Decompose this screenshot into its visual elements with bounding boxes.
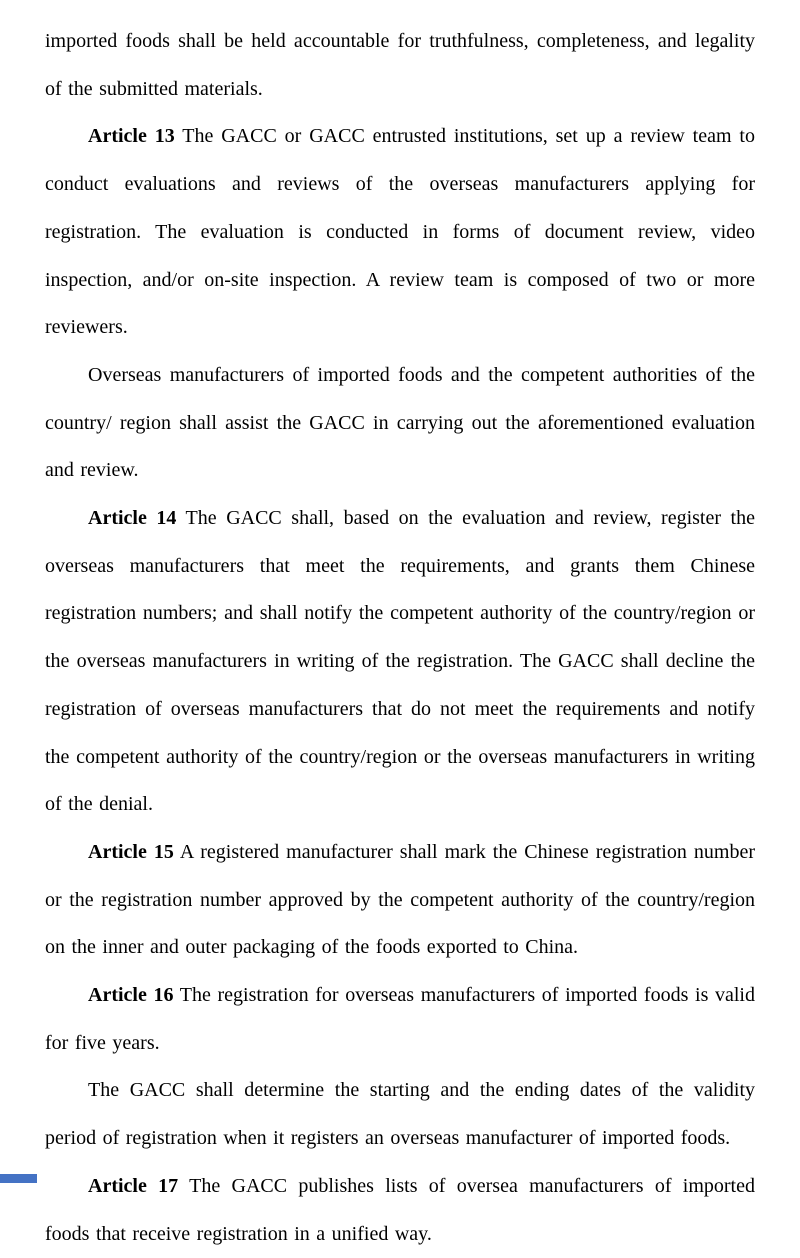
body-text-run: A registered manufacturer shall mark the Chinese registration number or the registration number approved by the competent authority of the country/region on the inner and outer packaging of the foods exported to China.	[45, 840, 755, 959]
body-text-run: The GACC publishes lists of oversea manufacturers of imported foods that receive registration in a unified way.	[45, 1174, 755, 1245]
paragraph	[45, 829, 755, 972]
article-number-label: Article 14	[88, 507, 177, 530]
paragraph	[45, 18, 755, 113]
paragraph	[45, 113, 755, 352]
body-text-run: The GACC shall, based on the evaluation and review, register the overseas manufacturers that meet the requirements, and grants them Chinese registration numbers; and shall notify the competent authority of the country/region or the overseas manufacturers in writing of the registration. The GACC shall decline the registration of overseas manufacturers that do not meet the requirements and notify the competent authority of the country/region or the overseas manufacturers in writing of the denial.	[45, 507, 755, 816]
body-text-run: imported foods shall be held accountable for truthfulness, completeness, and legality of the submitted materials.	[45, 30, 755, 100]
paragraph	[45, 495, 755, 829]
page-load-indicator-bar	[0, 1174, 37, 1183]
body-text-run: The GACC shall determine the starting and the ending dates of the validity period of registration when it registers an overseas manufacturer of imported foods.	[45, 1079, 755, 1150]
article-number-label: Article 17	[88, 1174, 179, 1197]
paragraph	[45, 1067, 755, 1162]
paragraph	[45, 352, 755, 495]
article-number-label: Article 16	[88, 984, 174, 1007]
body-text-run: Overseas manufacturers of imported foods and the competent authorities of the country/ region shall assist the GACC in carrying out the aforementioned evaluation and review.	[45, 363, 755, 482]
article-number-label: Article 15	[88, 840, 174, 863]
paragraph	[45, 972, 755, 1067]
body-text-run: The GACC or GACC entrusted institutions, set up a review team to conduct evaluations and reviews of the overseas manufacturers applying for registration. The evaluation is conducted in forms of document review, video inspection, and/or on-site inspection. A review team is composed of two or more reviewers.	[45, 125, 755, 339]
paragraph	[45, 1163, 755, 1258]
body-text-run: The registration for overseas manufacturers of imported foods is valid for five years.	[45, 984, 755, 1054]
article-number-label: Article 13	[88, 125, 175, 148]
